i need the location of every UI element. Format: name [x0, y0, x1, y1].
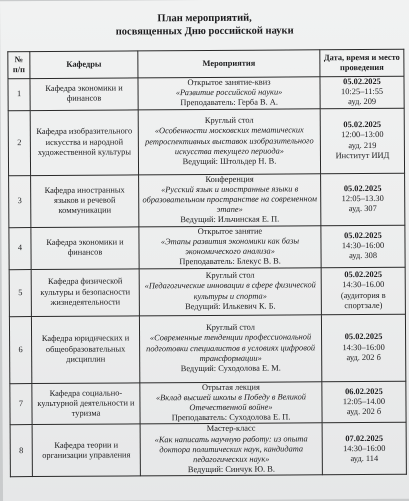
- event-type: Открытое занятие-квиз: [140, 77, 317, 88]
- event-time: 12:05–14.00: [324, 397, 403, 408]
- event-extra: Институт ИИД: [323, 151, 402, 162]
- event-lead: Ведущий: Ильчинская Е. П.: [141, 215, 318, 226]
- event-lead: Ведущий: Синчук Ю. В.: [143, 465, 320, 476]
- row-datetime: [321, 173, 405, 226]
- event-topic: «Как написать научную работу: из опыта доктора политических наук, кандидата педагогических наук»: [143, 434, 320, 466]
- header-num: № п/п: [8, 52, 30, 79]
- row-datetime: [321, 314, 405, 382]
- row-event: [139, 173, 321, 226]
- event-time: 14:30–16:00: [324, 342, 403, 353]
- row-event: [139, 225, 321, 268]
- row-event: [139, 314, 321, 382]
- table-header-row: [8, 49, 404, 78]
- event-time: 14:30–16:00: [325, 444, 404, 455]
- row-num: 1: [8, 79, 30, 111]
- row-event: [138, 77, 320, 110]
- title-line-2: посвященных Дню российской науки: [0, 24, 409, 39]
- event-type: Отрытая лекция: [142, 382, 319, 393]
- row-datetime: [320, 76, 404, 108]
- table-row: [9, 173, 405, 227]
- event-type: Мастер-класс: [143, 424, 320, 435]
- document-title: [0, 11, 409, 39]
- row-dept: Кафедра физической культуры и безопасности жизнедеятельности: [31, 269, 139, 317]
- table-row: [9, 314, 405, 383]
- event-place: ауд. 114: [325, 454, 404, 465]
- row-datetime: [322, 423, 406, 476]
- event-topic: «Педагогические инновации в сфере физической культуры и спорта»: [142, 281, 319, 302]
- event-place: ауд. 219: [323, 140, 402, 151]
- event-date: 06.02.2025: [324, 387, 403, 398]
- row-num: 5: [9, 269, 31, 316]
- event-topic: «Особенности московских тематических ретроспективных выставок изобразительного искусства текущего периода»: [141, 126, 318, 158]
- event-lead: Ведущий: Илькевич К. Б.: [142, 301, 319, 312]
- row-datetime: [321, 267, 405, 315]
- event-topic: «Вклад высшей школы в Победу в Великой Отечественной войне»: [142, 392, 319, 413]
- event-lead: Ведущий: Штольдер Н. В.: [141, 156, 318, 167]
- event-lead: Преподаватель: Суходолова Е. П.: [143, 413, 320, 424]
- row-datetime: [320, 108, 404, 174]
- row-num: 4: [9, 227, 31, 269]
- event-date: 05.02.2025: [324, 332, 403, 343]
- row-dept: Кафедра изобразительного искусства и народной художественной культуры: [30, 110, 138, 176]
- event-date: 05.02.2025: [322, 77, 401, 88]
- row-datetime: [322, 381, 406, 423]
- row-dept: Кафедра экономики и финансов: [31, 227, 139, 270]
- event-place: ауд. 307: [323, 204, 402, 215]
- table-row: [8, 76, 404, 110]
- row-dept: Кафедра юридических и общеобразовательных дисциплин: [31, 316, 139, 384]
- event-type: Конференция: [141, 174, 318, 185]
- event-place: ауд. 209: [323, 97, 402, 108]
- event-place: ауд. 202 б: [324, 353, 403, 364]
- row-dept: Кафедра социально-культурной деятельности и туризма: [32, 383, 140, 425]
- event-topic: «Развитие российской науки»: [141, 88, 318, 99]
- table-row: [10, 381, 406, 425]
- row-datetime: [321, 225, 405, 268]
- row-num: 2: [8, 110, 30, 175]
- row-dept: Кафедра иностранных языков и речевой коммуникации: [31, 175, 139, 228]
- event-time: 12:05–13.30: [323, 194, 402, 205]
- header-dept: Кафедры: [30, 51, 138, 79]
- event-type: Круглый стол: [142, 322, 319, 333]
- table-row: [9, 225, 405, 269]
- event-place: ауд. 202 б: [324, 407, 403, 418]
- events-table: [7, 49, 407, 478]
- row-dept: Кафедра экономики и финансов: [30, 78, 138, 110]
- table-row: [10, 423, 406, 477]
- event-type: Круглый стол: [142, 271, 319, 282]
- row-event: [140, 423, 322, 476]
- event-date: 05.02.2025: [323, 231, 402, 242]
- table-row: [8, 108, 404, 175]
- header-datetime: Дата, время и место проведения: [320, 49, 404, 77]
- event-lead: Преподаватель: Герба В. А.: [141, 98, 318, 109]
- row-dept: Кафедра теории и организации управления: [32, 424, 140, 477]
- row-event: [138, 108, 320, 174]
- event-lead: Преподаватель: Блекус В. В.: [142, 257, 319, 268]
- event-time: 10:25–11:55: [323, 87, 402, 98]
- event-time: 14:30–16:00: [323, 241, 402, 252]
- table-row: [9, 267, 405, 316]
- row-event: [139, 267, 321, 315]
- title-line-1: План мероприятий,: [0, 11, 409, 26]
- event-topic: «Современные тенденции профессиональной подготовки специалистов в условиях цифровой трансформации»: [142, 333, 319, 365]
- event-topic: «Этапы развития экономики как базы экономического анализа»: [141, 236, 318, 257]
- event-date: 05.02.2025: [323, 184, 402, 195]
- event-time: 12:00–13:00: [323, 130, 402, 141]
- header-event: Мероприятия: [138, 50, 320, 78]
- event-date: 05.02.2025: [324, 270, 403, 281]
- event-time: 14:30–16.00: [324, 280, 403, 291]
- event-lead: Ведущий: Суходолова Е. М.: [142, 363, 319, 374]
- event-date: 05.02.2025: [323, 120, 402, 131]
- row-num: 8: [10, 425, 32, 477]
- row-num: 6: [9, 316, 31, 383]
- event-place: ауд. 308: [324, 251, 403, 262]
- row-num: 7: [10, 383, 32, 425]
- event-topic: «Русский язык и иностранные языки в образовательном пространстве на современном этапе»: [141, 184, 318, 216]
- event-type: Круглый стол: [141, 115, 318, 126]
- event-date: 07.02.2025: [325, 433, 404, 444]
- row-event: [140, 381, 322, 424]
- row-num: 3: [9, 175, 31, 227]
- event-place: (аудитория в спортзале): [324, 290, 403, 311]
- event-type: Открытое занятие: [141, 226, 318, 237]
